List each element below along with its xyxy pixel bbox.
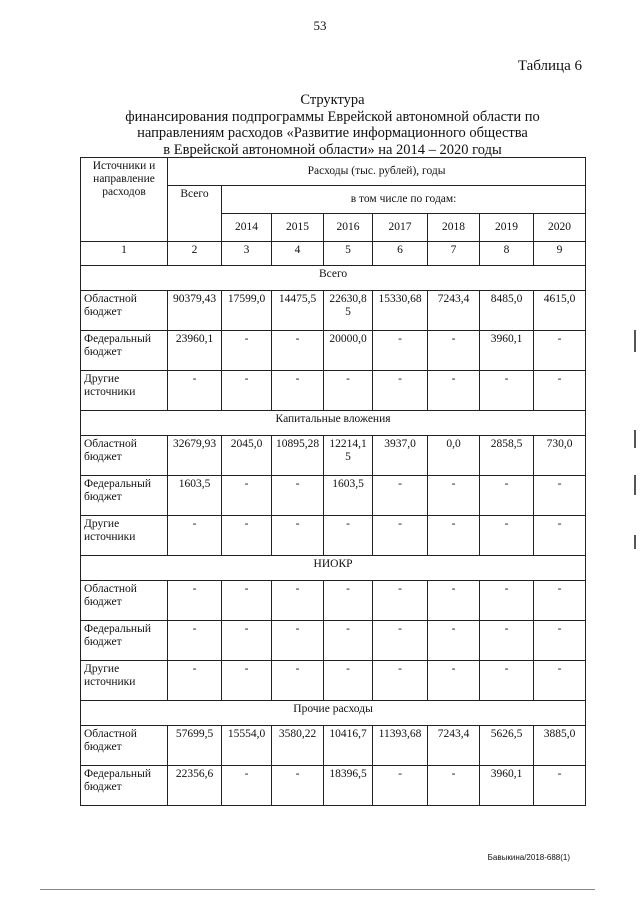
table-row <box>81 476 586 516</box>
value-cell: - <box>534 516 586 556</box>
value-cell: - <box>222 766 272 806</box>
table-row <box>81 516 586 556</box>
value-cell: - <box>373 371 428 411</box>
column-number: 9 <box>534 242 586 266</box>
value-cell: 3960,1 <box>480 331 534 371</box>
column-number: 7 <box>428 242 480 266</box>
table-row <box>81 661 586 701</box>
table-label: Таблица 6 <box>517 58 582 74</box>
row-label: Федеральный бюджет <box>81 476 168 516</box>
header-total: Всего <box>168 186 222 242</box>
value-cell: - <box>373 516 428 556</box>
value-cell: - <box>272 371 324 411</box>
value-cell: - <box>534 621 586 661</box>
value-cell: - <box>428 766 480 806</box>
value-cell: - <box>428 476 480 516</box>
table-row <box>81 726 586 766</box>
value-cell: 4615,0 <box>534 291 586 331</box>
value-cell: - <box>324 621 373 661</box>
row-label: Другие источники <box>81 516 168 556</box>
header-year: 2016 <box>324 214 373 242</box>
value-cell: - <box>534 581 586 621</box>
value-cell: - <box>222 516 272 556</box>
table-row <box>81 371 586 411</box>
header-year: 2019 <box>480 214 534 242</box>
title-line-4: в Еврейской автономной области» на 2014 – 2020 годы <box>163 141 502 158</box>
value-cell: - <box>534 476 586 516</box>
header-year: 2018 <box>428 214 480 242</box>
value-cell: - <box>324 516 373 556</box>
row-label: Другие источники <box>81 371 168 411</box>
section-title: НИОКР <box>81 556 586 581</box>
value-cell: 90379,43 <box>168 291 222 331</box>
header-year: 2020 <box>534 214 586 242</box>
column-number: 3 <box>222 242 272 266</box>
value-cell: 57699,5 <box>168 726 222 766</box>
value-cell: 20000,0 <box>324 331 373 371</box>
value-cell: 23960,1 <box>168 331 222 371</box>
scan-edge-mark <box>634 475 636 495</box>
value-cell: - <box>324 371 373 411</box>
row-label: Федеральный бюджет <box>81 621 168 661</box>
title-line-2: финансирования подпрограммы Еврейской автономной области по <box>125 108 540 125</box>
value-cell: - <box>428 581 480 621</box>
column-number: 5 <box>324 242 373 266</box>
value-cell: - <box>373 331 428 371</box>
table-row <box>81 766 586 806</box>
header-year: 2014 <box>222 214 272 242</box>
table-row <box>81 331 586 371</box>
row-label: Областной бюджет <box>81 581 168 621</box>
header-year: 2017 <box>373 214 428 242</box>
section-title: Капитальные вложения <box>81 411 586 436</box>
header-including-by-years: в том числе по годам: <box>222 186 586 214</box>
value-cell: - <box>168 371 222 411</box>
value-cell: - <box>222 331 272 371</box>
table-row <box>81 621 586 661</box>
value-cell: 5626,5 <box>480 726 534 766</box>
value-cell: 8485,0 <box>480 291 534 331</box>
value-cell: - <box>272 766 324 806</box>
value-cell: - <box>480 476 534 516</box>
row-label: Федеральный бюджет <box>81 331 168 371</box>
section-row <box>81 266 586 291</box>
value-cell: - <box>534 331 586 371</box>
section-row <box>81 556 586 581</box>
value-cell: - <box>272 516 324 556</box>
value-cell: - <box>168 661 222 701</box>
value-cell: - <box>222 581 272 621</box>
value-cell: - <box>480 516 534 556</box>
value-cell: - <box>222 476 272 516</box>
row-label: Федеральный бюджет <box>81 766 168 806</box>
row-label: Областной бюджет <box>81 726 168 766</box>
column-number: 8 <box>480 242 534 266</box>
header-source-column: Источники и направление расходов <box>81 158 168 242</box>
value-cell: - <box>168 516 222 556</box>
value-cell: 7243,4 <box>428 291 480 331</box>
section-row <box>81 411 586 436</box>
value-cell: - <box>373 661 428 701</box>
value-cell: 0,0 <box>428 436 480 476</box>
value-cell: 1603,5 <box>168 476 222 516</box>
value-cell: - <box>222 621 272 661</box>
financing-table <box>80 157 586 806</box>
table-title <box>80 92 585 158</box>
section-title: Прочие расходы <box>81 701 586 726</box>
value-cell: - <box>373 581 428 621</box>
footer-document-code: Бавыкина/2018-688(1) <box>487 853 570 862</box>
value-cell: 15554,0 <box>222 726 272 766</box>
value-cell: - <box>480 581 534 621</box>
value-cell: - <box>373 621 428 661</box>
value-cell: 22630,85 <box>324 291 373 331</box>
row-label: Областной бюджет <box>81 291 168 331</box>
row-label: Областной бюджет <box>81 436 168 476</box>
scan-edge-mark <box>634 430 636 448</box>
title-line-3: направлениям расходов «Развитие информационного общества <box>137 125 528 141</box>
value-cell: - <box>480 371 534 411</box>
value-cell: 3960,1 <box>480 766 534 806</box>
table-row <box>81 291 586 331</box>
value-cell: - <box>428 621 480 661</box>
value-cell: - <box>168 621 222 661</box>
value-cell: 14475,5 <box>272 291 324 331</box>
scan-edge-mark <box>634 535 636 549</box>
value-cell: - <box>534 661 586 701</box>
value-cell: - <box>324 661 373 701</box>
header-year: 2015 <box>272 214 324 242</box>
value-cell: 12214,15 <box>324 436 373 476</box>
value-cell: - <box>272 581 324 621</box>
value-cell: - <box>272 476 324 516</box>
value-cell: - <box>428 516 480 556</box>
header-expenses-title: Расходы (тыс. рублей), годы <box>168 158 586 186</box>
value-cell: 10416,7 <box>324 726 373 766</box>
value-cell: 32679,93 <box>168 436 222 476</box>
value-cell: - <box>534 766 586 806</box>
value-cell: - <box>428 661 480 701</box>
value-cell: - <box>428 371 480 411</box>
table-row <box>81 436 586 476</box>
value-cell: 3937,0 <box>373 436 428 476</box>
value-cell: 2045,0 <box>222 436 272 476</box>
value-cell: - <box>222 661 272 701</box>
value-cell: - <box>480 661 534 701</box>
row-label: Другие источники <box>81 661 168 701</box>
value-cell: 18396,5 <box>324 766 373 806</box>
section-row <box>81 701 586 726</box>
value-cell: - <box>272 331 324 371</box>
value-cell: 17599,0 <box>222 291 272 331</box>
value-cell: 730,0 <box>534 436 586 476</box>
value-cell: 10895,28 <box>272 436 324 476</box>
column-number: 6 <box>373 242 428 266</box>
column-number: 1 <box>81 242 168 266</box>
value-cell: - <box>373 476 428 516</box>
table-row <box>81 581 586 621</box>
value-cell: - <box>534 371 586 411</box>
value-cell: 7243,4 <box>428 726 480 766</box>
value-cell: 11393,68 <box>373 726 428 766</box>
value-cell: 3580,22 <box>272 726 324 766</box>
page-number: 53 <box>313 18 327 33</box>
value-cell: 3885,0 <box>534 726 586 766</box>
value-cell: - <box>272 661 324 701</box>
column-number: 2 <box>168 242 222 266</box>
value-cell: 1603,5 <box>324 476 373 516</box>
column-number: 4 <box>272 242 324 266</box>
section-title: Всего <box>81 266 586 291</box>
value-cell: - <box>272 621 324 661</box>
value-cell: - <box>428 331 480 371</box>
scan-edge-mark <box>634 330 636 352</box>
value-cell: 2858,5 <box>480 436 534 476</box>
value-cell: 15330,68 <box>373 291 428 331</box>
title-line-1: Структура <box>300 92 365 108</box>
value-cell: - <box>222 371 272 411</box>
value-cell: - <box>168 581 222 621</box>
value-cell: 22356,6 <box>168 766 222 806</box>
value-cell: - <box>480 621 534 661</box>
value-cell: - <box>324 581 373 621</box>
scan-edge-line <box>40 889 595 890</box>
value-cell: - <box>373 766 428 806</box>
